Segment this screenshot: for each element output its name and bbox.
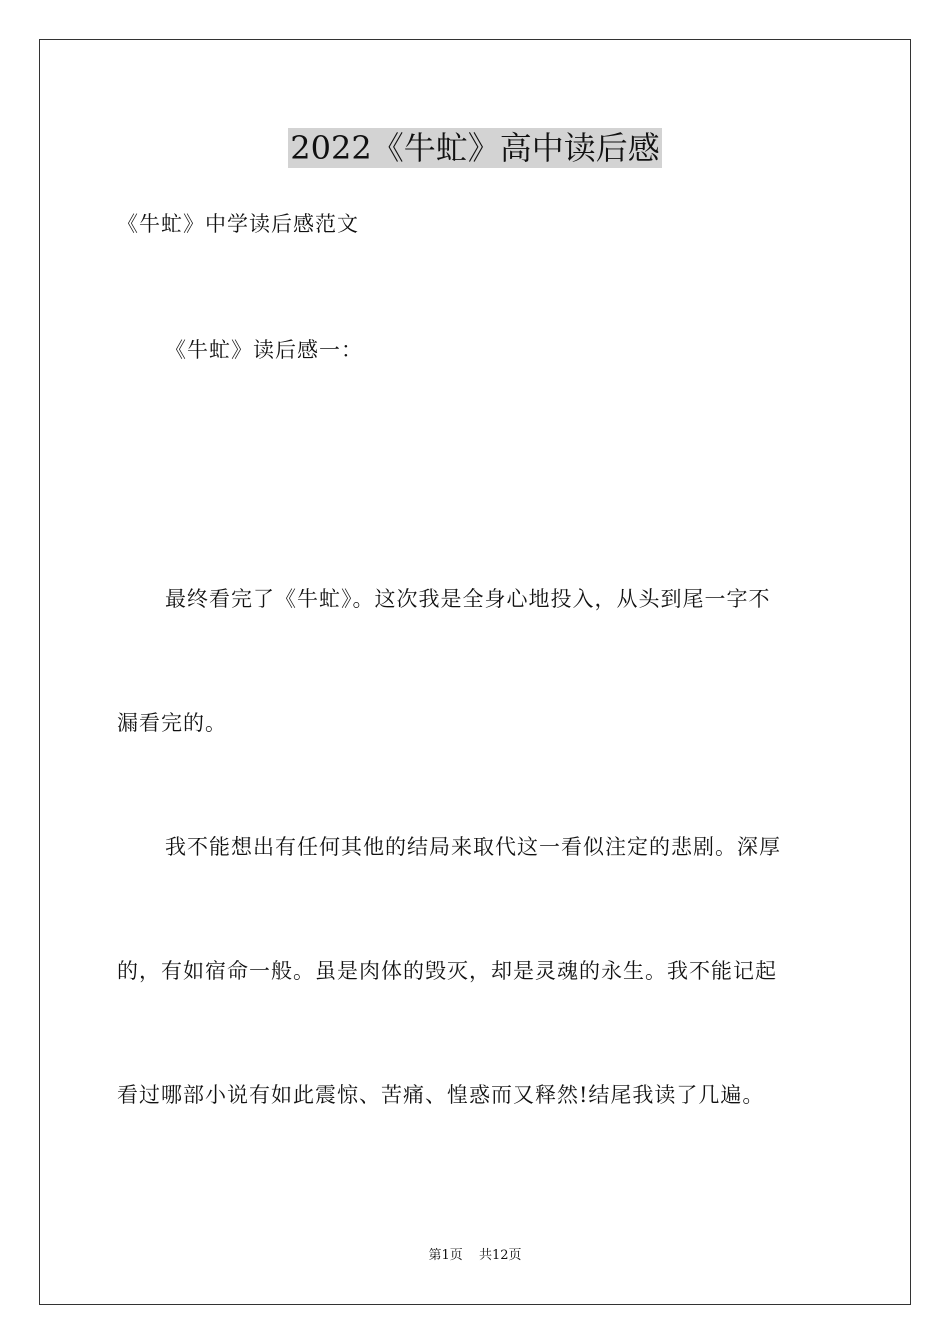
paragraph-line: 看过哪部小说有如此震惊、苦痛、惶惑而又释然!结尾我读了几遍。: [117, 1083, 765, 1107]
section-heading: 《牛虻》读后感一：: [165, 338, 363, 362]
page-number-current: 第1页: [428, 1248, 463, 1263]
paragraph-line: 最终看完了《牛虻》。这次我是全身心地投入，从头到尾一字不: [165, 587, 771, 611]
page-number-total: 共12页: [478, 1248, 522, 1263]
document-title: 2022《牛虻》高中读后感: [290, 129, 660, 167]
title-container: [0, 128, 950, 168]
page-footer: [0, 1248, 950, 1264]
paragraph-line: 的，有如宿命一般。虽是肉体的毁灭，却是灵魂的永生。我不能记起: [117, 959, 777, 983]
document-subtitle: 《牛虻》中学读后感范文: [117, 212, 359, 236]
paragraph-line: 漏看完的。: [117, 711, 227, 735]
paragraph-line: 我不能想出有任何其他的结局来取代这一看似注定的悲剧。深厚: [165, 835, 781, 859]
